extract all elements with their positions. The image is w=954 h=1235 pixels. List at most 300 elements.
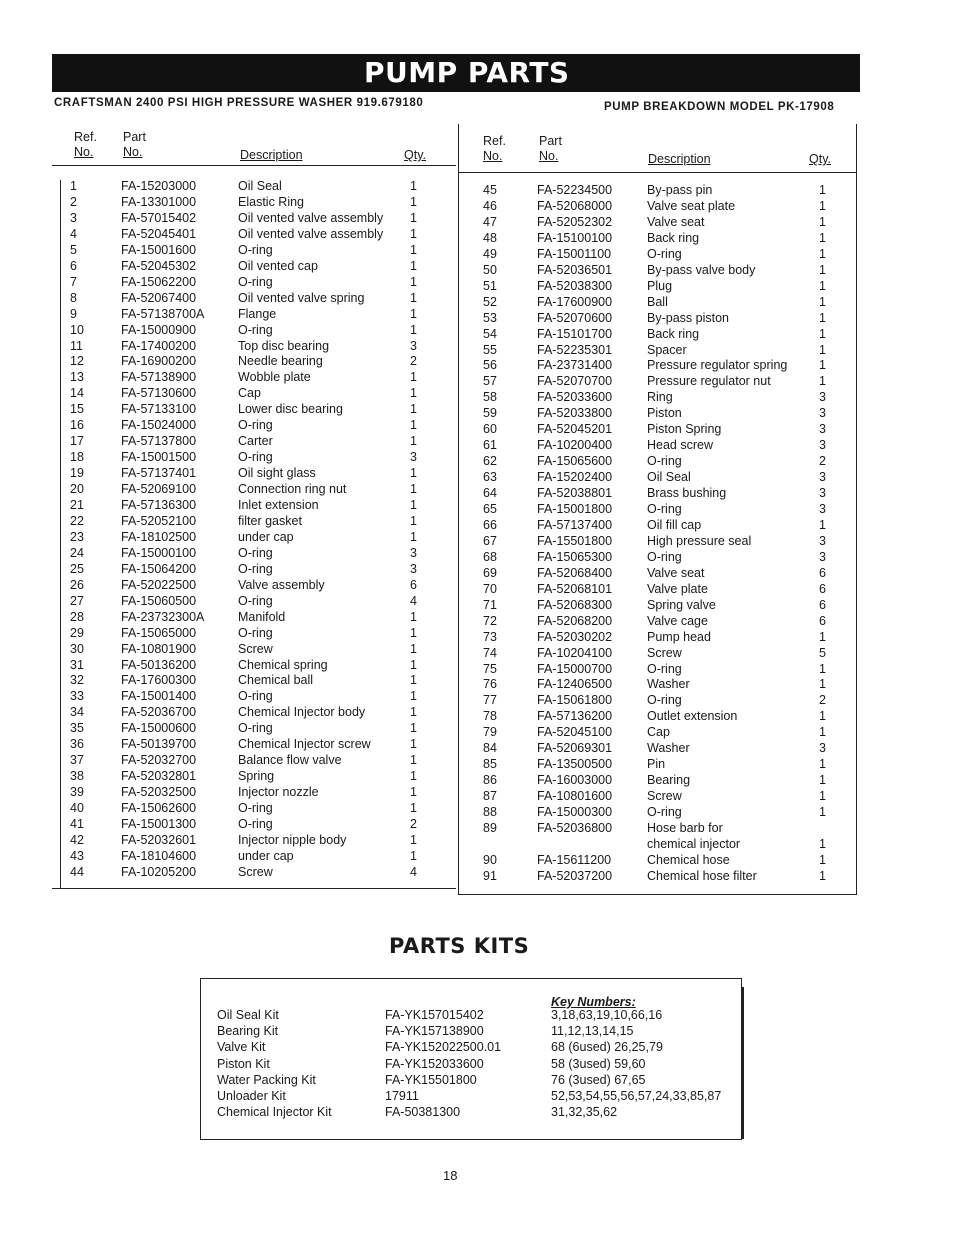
part-description: Cap [647, 725, 670, 740]
part-description: Manifold [238, 609, 286, 624]
part-description: Bearing [647, 773, 691, 788]
part-number: FA-13500500 [537, 757, 613, 772]
ref-number: 63 [483, 470, 497, 485]
part-qty: 1 [410, 498, 417, 512]
part-description: Pin [647, 757, 666, 772]
part-number: FA-13301000 [121, 194, 197, 209]
part-number: FA-16003000 [537, 773, 613, 788]
ref-number: 85 [483, 757, 497, 772]
ref-number: 46 [483, 198, 497, 213]
table-row [52, 832, 456, 848]
part-number: FA-15064200 [121, 561, 197, 576]
part-description: O-ring [238, 274, 273, 289]
part-description: Back ring [647, 326, 700, 341]
part-qty: 1 [819, 868, 826, 883]
ref-number: 36 [70, 737, 84, 752]
table-row [459, 788, 856, 804]
kit-key-numbers: 31,32,35,62 [551, 1105, 618, 1120]
part-description: Wobble plate [238, 370, 311, 385]
part-number: FA-52045201 [537, 422, 613, 437]
part-qty: 3 [819, 486, 826, 501]
part-qty: 1 [819, 677, 826, 692]
part-qty: 1 [819, 214, 826, 229]
part-description: Valve plate [647, 581, 708, 596]
title-banner [52, 54, 860, 92]
table-row [459, 645, 856, 661]
part-description: Injector nipple body [238, 832, 347, 847]
part-header: Part No. [123, 130, 146, 159]
table-row [52, 529, 456, 545]
part-qty: 1 [819, 661, 826, 676]
part-qty: 1 [819, 262, 826, 277]
table-row [459, 852, 856, 868]
kit-name: Water Packing Kit [217, 1072, 316, 1087]
part-description: Carter [238, 434, 273, 449]
kit-part-number: FA-50381300 [385, 1105, 461, 1120]
part-number: FA-15000300 [537, 805, 613, 820]
ref-number: 86 [483, 773, 497, 788]
part-description: Piston [647, 406, 682, 421]
part-qty: 3 [819, 741, 826, 756]
table-row [459, 692, 856, 708]
part-qty: 1 [819, 517, 826, 532]
table-row [459, 501, 856, 517]
part-description: High pressure seal [647, 533, 752, 548]
ref-number: 3 [70, 210, 77, 225]
part-qty: 1 [410, 402, 417, 417]
table-row [459, 485, 856, 501]
part-number: FA-52036700 [121, 705, 197, 720]
part-number: FA-10801900 [121, 641, 197, 656]
ref-number: 74 [483, 645, 497, 660]
part-description: Oil Seal [238, 179, 282, 193]
ref-number: 79 [483, 725, 497, 740]
part-number: FA-57015402 [121, 210, 197, 225]
part-number: FA-15101700 [537, 326, 613, 341]
part-description: Washer [647, 741, 690, 756]
header-rule [459, 172, 856, 173]
kit-row [201, 1023, 741, 1039]
part-qty: 2 [410, 817, 417, 831]
part-qty: 1 [819, 789, 826, 804]
part-description: O-ring [238, 625, 273, 640]
table-row [52, 194, 456, 210]
part-number: FA-15501800 [537, 533, 613, 548]
table-row [52, 577, 456, 593]
ref-number: 54 [483, 326, 497, 341]
part-description: Valve assembly [238, 577, 325, 592]
part-qty: 3 [819, 438, 826, 453]
part-qty: 1 [819, 374, 826, 389]
kit-part-number: FA-YK152033600 [385, 1056, 484, 1071]
table-row [52, 800, 456, 816]
part-number: FA-57137400 [537, 517, 613, 532]
part-number: FA-52235301 [537, 342, 613, 357]
table-row [52, 625, 456, 641]
table-row [52, 306, 456, 322]
part-number: FA-52045401 [121, 226, 197, 241]
part-number: FA-15001300 [121, 817, 197, 831]
ref-number: 39 [70, 785, 84, 800]
part-number: FA-10801600 [537, 789, 613, 804]
table-row [52, 369, 456, 385]
part-qty: 6 [819, 565, 826, 580]
part-number: FA-15060500 [121, 593, 197, 608]
ref-number: 9 [70, 306, 77, 321]
part-qty: 3 [819, 390, 826, 405]
part-qty: 1 [410, 848, 417, 863]
part-number: FA-15062600 [121, 801, 197, 816]
header-rule [52, 165, 456, 166]
table-row [459, 804, 856, 820]
part-qty: 2 [819, 454, 826, 469]
part-description: O-ring [647, 454, 682, 469]
part-qty: 6 [819, 581, 826, 596]
part-qty: 1 [410, 609, 417, 624]
table-row [459, 565, 856, 581]
part-qty: 1 [410, 482, 417, 497]
table-row [52, 242, 456, 258]
part-qty: 3 [819, 502, 826, 516]
part-qty: 1 [410, 673, 417, 688]
ref-number: 65 [483, 502, 497, 516]
part-description: Pressure regulator nut [647, 374, 771, 389]
part-description: O-ring [647, 661, 682, 676]
parts-table-left [52, 120, 456, 889]
table-row [459, 198, 856, 214]
part-description: Oil vented valve assembly [238, 210, 384, 225]
table-row [459, 342, 856, 358]
part-number: FA-15000600 [121, 721, 197, 736]
part-number: FA-15062200 [121, 274, 197, 289]
ref-number: 71 [483, 597, 497, 612]
kit-row [201, 1072, 741, 1088]
part-qty: 3 [819, 422, 826, 437]
part-number: FA-52068000 [537, 198, 613, 213]
part-number: FA-52045302 [121, 258, 197, 273]
part-number: FA-15024000 [121, 418, 197, 433]
part-description: Spring [238, 769, 275, 784]
part-number: FA-15001400 [121, 689, 197, 704]
part-description: Injector nozzle [238, 785, 319, 800]
part-number: FA-15203000 [121, 179, 197, 193]
part-description: O-ring [647, 693, 682, 708]
table-row [52, 433, 456, 449]
part-qty: 1 [819, 836, 826, 851]
part-number: FA-16900200 [121, 354, 197, 369]
table-row [52, 497, 456, 513]
part-description: Screw [238, 864, 273, 879]
part-number: FA-52036501 [537, 262, 613, 277]
part-description: Ring [647, 390, 673, 405]
ref-number: 73 [483, 629, 497, 644]
part-description: Hose barb for [647, 821, 723, 835]
part-number: FA-15611200 [537, 852, 612, 867]
table-row [459, 294, 856, 310]
part-qty: 1 [410, 769, 417, 784]
ref-number: 28 [70, 609, 84, 624]
part-description: Top disc bearing [238, 338, 330, 353]
table-row [459, 549, 856, 565]
part-qty: 1 [410, 721, 417, 736]
part-description: Screw [647, 789, 682, 804]
table-row [52, 401, 456, 417]
ref-number: 45 [483, 183, 497, 197]
ref-number: 2 [70, 194, 77, 209]
part-number: FA-15000100 [121, 545, 197, 560]
table-row [52, 465, 456, 481]
part-description: O-ring [238, 801, 273, 816]
part-number: FA-52022500 [121, 577, 197, 592]
ref-number: 11 [70, 338, 83, 353]
ref-number: 49 [483, 246, 497, 261]
table-row [52, 688, 456, 704]
part-description: O-ring [238, 721, 273, 736]
part-description: O-ring [647, 805, 682, 820]
table-row [52, 385, 456, 401]
ref-number: 51 [483, 278, 497, 293]
ref-number: 5 [70, 242, 77, 257]
table-row [459, 182, 856, 198]
ref-number: 1 [70, 179, 77, 193]
model-subtitle: CRAFTSMAN 2400 PSI HIGH PRESSURE WASHER 919.679180 [54, 97, 424, 109]
part-description: Valve seat [647, 565, 705, 580]
ref-number: 32 [70, 673, 84, 688]
part-qty: 6 [819, 597, 826, 612]
part-description: under cap [238, 529, 294, 544]
part-number: FA-52032700 [121, 753, 197, 768]
part-qty: 3 [819, 549, 826, 564]
part-qty: 1 [410, 322, 417, 337]
ref-number: 33 [70, 689, 84, 704]
ref-number: 50 [483, 262, 497, 277]
table-row [459, 230, 856, 246]
part-description: Screw [238, 641, 273, 656]
part-number: FA-17600900 [537, 294, 613, 309]
table-row [459, 533, 856, 549]
part-number: FA-52038801 [537, 486, 613, 501]
part-number: FA-52068101 [537, 581, 613, 596]
table-row [52, 353, 456, 369]
part-qty: 3 [819, 533, 826, 548]
ref-number: 42 [70, 832, 84, 847]
kit-part-number: 17911 [385, 1089, 419, 1103]
table-row [459, 820, 856, 836]
part-qty: 1 [819, 198, 826, 213]
ref-number: 23 [70, 529, 84, 544]
kits-table [200, 978, 742, 1140]
part-number: FA-15001800 [537, 502, 613, 516]
part-number: FA-57133100 [121, 402, 197, 417]
part-qty: 1 [410, 386, 417, 401]
ref-number: 55 [483, 342, 497, 357]
ref-number: 52 [483, 294, 497, 309]
part-number: FA-18104600 [121, 848, 197, 863]
ref-number: 70 [483, 581, 497, 596]
table-row [52, 768, 456, 784]
part-qty: 1 [819, 310, 826, 325]
part-description: Balance flow valve [238, 753, 342, 768]
part-description: filter gasket [238, 513, 302, 528]
table-row [459, 661, 856, 677]
part-description: Chemical Injector screw [238, 737, 371, 752]
kit-key-numbers: 52,53,54,55,56,57,24,33,85,87 [551, 1089, 722, 1103]
part-number: FA-18102500 [121, 529, 197, 544]
table-row [52, 258, 456, 274]
part-qty: 1 [410, 513, 417, 528]
ref-number: 24 [70, 545, 84, 560]
ref-number: 25 [70, 561, 84, 576]
part-description: O-ring [647, 502, 682, 516]
table-row [459, 437, 856, 453]
table-row [459, 724, 856, 740]
description-header: Description [648, 152, 711, 166]
part-qty: 3 [819, 470, 826, 485]
part-qty: 1 [410, 801, 417, 816]
part-qty: 1 [410, 753, 417, 768]
table-row [459, 676, 856, 692]
ref-number: 40 [70, 801, 84, 816]
part-number: FA-52045100 [537, 725, 613, 740]
part-description: Oil vented valve spring [238, 290, 365, 305]
ref-number: 84 [483, 741, 497, 756]
table-row [52, 672, 456, 688]
part-qty: 1 [819, 629, 826, 644]
ref-number: 18 [70, 450, 84, 465]
part-number: FA-52068400 [537, 565, 613, 580]
part-qty: 1 [410, 226, 417, 241]
table-row [52, 274, 456, 290]
ref-number: 75 [483, 661, 497, 676]
part-qty: 1 [819, 342, 826, 357]
ref-number: 4 [70, 226, 77, 241]
part-description: Brass bushing [647, 486, 727, 501]
table-row [459, 469, 856, 485]
part-number: FA-52069301 [537, 741, 613, 756]
part-qty: 1 [819, 246, 826, 261]
table-row [459, 836, 856, 852]
part-description: Back ring [647, 230, 700, 245]
kit-part-number: FA-YK157015402 [385, 1008, 484, 1022]
ref-number: 8 [70, 290, 77, 305]
part-number: FA-57138700A [121, 306, 205, 321]
ref-number: 53 [483, 310, 497, 325]
table-row [52, 226, 456, 242]
part-number: FA-15100100 [537, 230, 613, 245]
part-description: Chemical ball [238, 673, 314, 688]
part-number: FA-15000700 [537, 661, 613, 676]
part-qty: 1 [819, 773, 826, 788]
part-number: FA-52068200 [537, 613, 613, 628]
part-qty: 1 [819, 230, 826, 245]
part-qty: 1 [410, 529, 417, 544]
part-number: FA-52033600 [537, 390, 613, 405]
kit-row [201, 1088, 741, 1104]
ref-number: 87 [483, 789, 497, 804]
kits-title: PARTS KITS [389, 934, 530, 958]
kits-box-edge [742, 987, 744, 1139]
part-description: Piston Spring [647, 422, 722, 437]
kit-name: Unloader Kit [217, 1089, 286, 1103]
part-description: Valve seat plate [647, 198, 736, 213]
table-row [52, 720, 456, 736]
kit-row [201, 1056, 741, 1072]
part-qty: 1 [410, 194, 417, 209]
table-row [52, 848, 456, 864]
part-number: FA-15065000 [121, 625, 197, 640]
part-description: Plug [647, 278, 673, 293]
ref-number: 13 [70, 370, 84, 385]
table-row [459, 373, 856, 389]
breakdown-subtitle: PUMP BREAKDOWN MODEL PK-17908 [604, 101, 835, 113]
part-number: FA-52070600 [537, 310, 613, 325]
table-row [459, 310, 856, 326]
part-description: O-ring [647, 246, 682, 261]
table-row [459, 326, 856, 342]
part-qty: 6 [410, 577, 417, 592]
part-description: Needle bearing [238, 354, 323, 369]
part-description: Valve cage [647, 613, 708, 628]
ref-header: Ref. No. [74, 130, 97, 159]
part-qty: 1 [410, 641, 417, 656]
part-number: FA-15001100 [537, 246, 612, 261]
part-description: By-pass piston [647, 310, 729, 325]
part-number: FA-15061800 [537, 693, 613, 708]
part-qty: 1 [410, 290, 417, 305]
part-qty: 1 [410, 705, 417, 720]
ref-number: 59 [483, 406, 497, 421]
table-row [52, 609, 456, 625]
part-description: Chemical hose filter [647, 868, 757, 883]
part-number: FA-57130600 [121, 386, 197, 401]
ref-number: 10 [70, 322, 84, 337]
kit-name: Valve Kit [217, 1040, 266, 1055]
kit-row [201, 1104, 741, 1120]
table-row [52, 322, 456, 338]
part-qty: 1 [819, 294, 826, 309]
ref-number: 77 [483, 693, 497, 708]
part-number: FA-50136200 [121, 657, 197, 672]
part-number: FA-15001600 [121, 242, 197, 257]
part-qty: 1 [410, 737, 417, 752]
part-description: Ball [647, 294, 668, 309]
ref-number: 76 [483, 677, 497, 692]
ref-number: 6 [70, 258, 77, 273]
part-description: Oil sight glass [238, 466, 316, 481]
ref-number: 15 [70, 402, 84, 417]
part-number: FA-15065600 [537, 454, 613, 469]
part-qty: 1 [410, 418, 417, 433]
part-number: FA-52069100 [121, 482, 197, 497]
ref-number: 16 [70, 418, 84, 433]
ref-number: 69 [483, 565, 497, 580]
part-qty: 1 [410, 210, 417, 225]
ref-number: 66 [483, 517, 497, 532]
part-description: Valve seat [647, 214, 705, 229]
ref-number: 61 [483, 438, 497, 453]
part-number: FA-52032801 [121, 769, 197, 784]
table-row [52, 641, 456, 657]
table-row [459, 278, 856, 294]
part-number: FA-17400200 [121, 338, 197, 353]
table-row [52, 449, 456, 465]
table-row [459, 756, 856, 772]
part-number: FA-52052100 [121, 513, 197, 528]
table-row [459, 389, 856, 405]
ref-number: 31 [70, 657, 84, 672]
part-qty: 3 [410, 338, 417, 353]
part-description: Elastic Ring [238, 194, 304, 209]
